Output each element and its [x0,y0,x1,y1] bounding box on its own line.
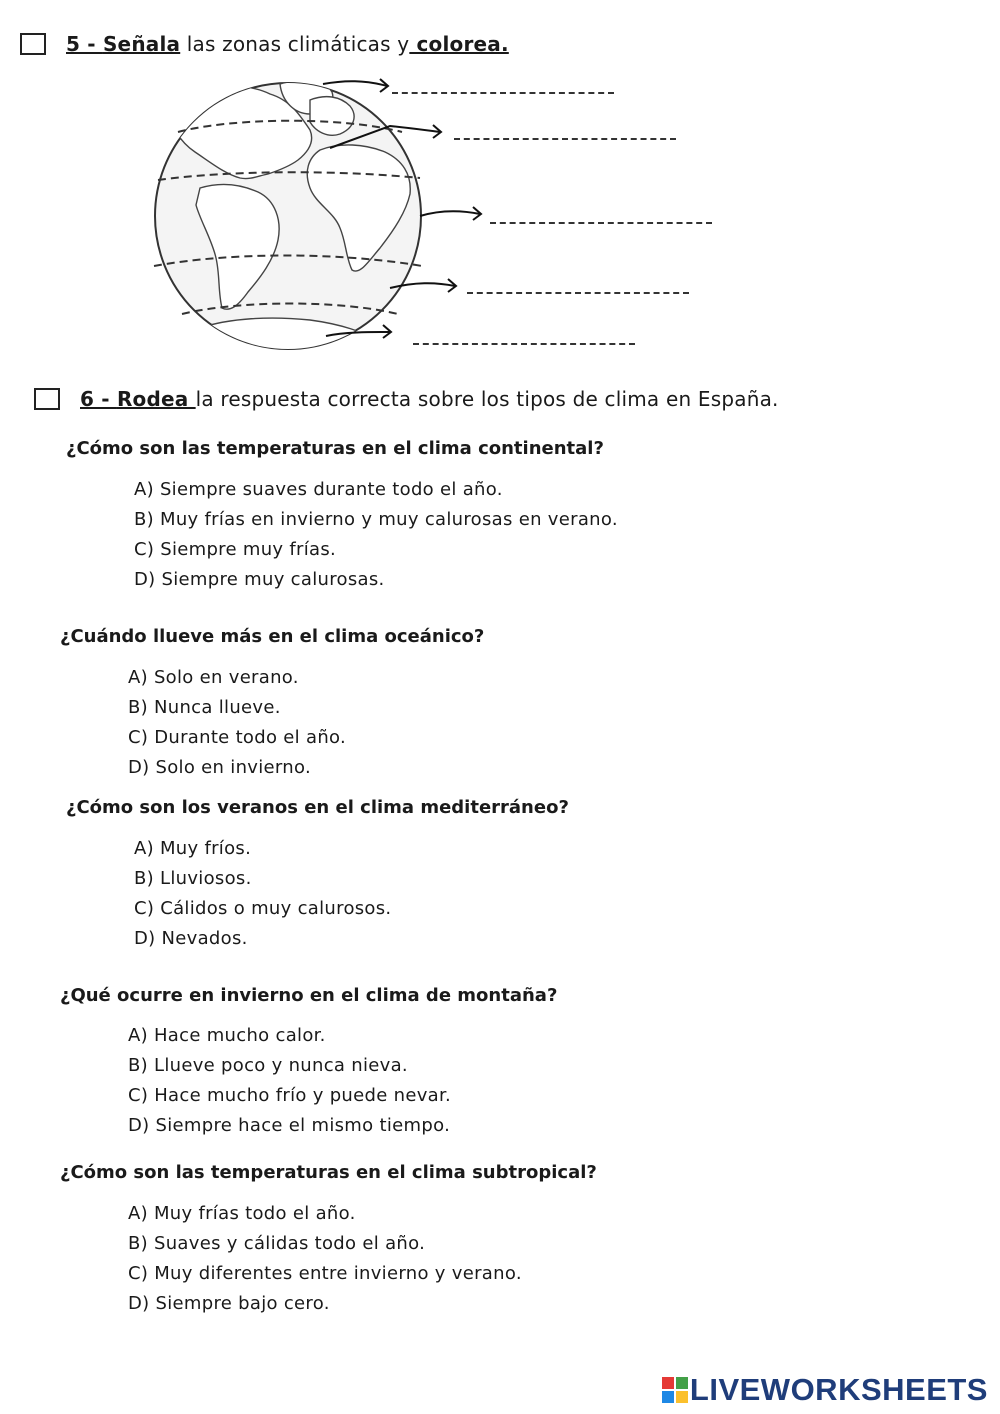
q4-option-a[interactable]: A) Hace mucho calor. [128,1025,326,1046]
question-1: ¿Cómo son las temperaturas en el clima continental? [66,438,604,459]
q4-option-c[interactable]: C) Hace mucho frío y puede nevar. [128,1085,452,1106]
liveworksheets-brand [662,1372,988,1408]
section6-checkbox[interactable] [34,388,60,410]
question-2: ¿Cuándo llueve más en el clima oceánico? [60,626,485,647]
q2-option-a[interactable]: A) Solo en verano. [128,667,299,688]
globe-svg [140,70,740,360]
section5-heading [66,32,509,56]
zone-answer-4[interactable] [467,292,689,294]
q5-option-b[interactable]: B) Suaves y cálidas todo el año. [128,1233,426,1254]
section5-text: las zonas climáticas y [180,32,410,56]
logo-square-2 [676,1377,688,1389]
q5-option-c[interactable]: C) Muy diferentes entre invierno y verano. [128,1263,522,1284]
q3-option-b[interactable]: B) Lluviosos. [134,868,252,889]
q1-option-c[interactable]: C) Siempre muy frías. [134,539,337,560]
q1-option-d[interactable]: D) Siempre muy calurosas. [134,569,385,590]
globe-illustration [140,70,740,360]
question-5: ¿Cómo son las temperaturas en el clima subtropical? [60,1162,597,1183]
section6-heading [80,387,779,411]
section5-end: colorea. [409,32,509,56]
section5-checkbox[interactable] [20,33,46,55]
liveworksheets-logo-icon [662,1377,688,1403]
q1-option-a[interactable]: A) Siempre suaves durante todo el año. [134,479,503,500]
q2-option-b[interactable]: B) Nunca llueve. [128,697,281,718]
q2-option-d[interactable]: D) Solo en invierno. [128,757,312,778]
question-4: ¿Qué ocurre en invierno en el clima de montaña? [60,985,558,1006]
arrow-1 [323,81,387,86]
q1-option-b[interactable]: B) Muy frías en invierno y muy calurosas en verano. [134,509,618,530]
arrow-3 [420,211,480,216]
q5-option-d[interactable]: D) Siempre bajo cero. [128,1293,330,1314]
q2-option-c[interactable]: C) Durante todo el año. [128,727,347,748]
logo-square-4 [676,1391,688,1403]
q4-option-b[interactable]: B) Llueve poco y nunca nieva. [128,1055,408,1076]
section5-verb: Señala [102,32,181,56]
zone-answer-5[interactable] [413,343,635,345]
logo-square-1 [662,1377,674,1389]
zone-answer-1[interactable] [392,92,614,94]
section6-number: 6 - [80,387,117,411]
q3-option-c[interactable]: C) Cálidos o muy calurosos. [134,898,392,919]
zone-answer-3[interactable] [490,222,712,224]
logo-square-3 [662,1391,674,1403]
question-3: ¿Cómo son los veranos en el clima mediterráneo? [66,797,569,818]
q3-option-a[interactable]: A) Muy fríos. [134,838,252,859]
zone-answer-2[interactable] [454,138,676,140]
q5-option-a[interactable]: A) Muy frías todo el año. [128,1203,356,1224]
section6-text: la respuesta correcta sobre los tipos de clima en España. [195,387,779,411]
liveworksheets-text: LIVEWORKSHEETS [689,1372,988,1407]
q4-option-d[interactable]: D) Siempre hace el mismo tiempo. [128,1115,451,1136]
section5-number: 5 - [66,32,103,56]
section6-verb: Rodea [116,387,196,411]
q3-option-d[interactable]: D) Nevados. [134,928,248,949]
